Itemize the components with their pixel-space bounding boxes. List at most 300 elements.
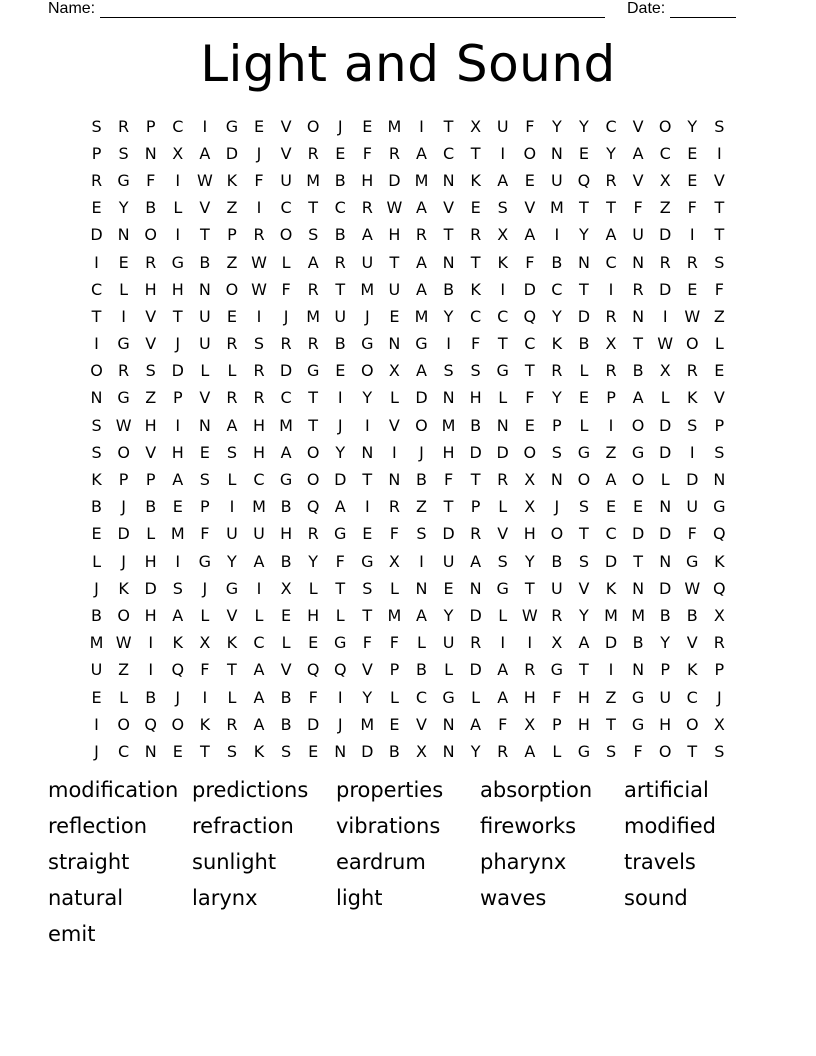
grid-letter: E [578,143,589,163]
grid-letter: Q [523,306,537,326]
grid-letter: V [361,660,373,680]
grid-letter: I [175,415,181,435]
grid-letter: I [202,687,208,707]
grid-letter: A [253,687,265,707]
grid-letter: Z [118,660,130,680]
grid-letter: X [497,225,509,245]
grid-letter: C [90,279,103,299]
grid-letter: J [94,741,99,761]
grid-row [83,276,733,303]
grid-letter: A [226,415,238,435]
grid-letter: X [551,633,563,653]
grid-row [83,684,733,711]
grid-letter: O [577,470,591,490]
grid-letter: F [525,116,535,136]
grid-letter: U [90,660,103,680]
grid-letter: O [685,714,699,734]
grid-letter: X [172,143,184,163]
grid-letter: Y [335,442,346,462]
grid-letter: M [387,116,402,136]
grid-letter: V [443,198,455,218]
grid-letter: V [388,415,400,435]
grid-letter: F [443,470,454,490]
grid-letter: F [146,170,156,190]
grid-letter: K [687,660,698,680]
word-bank-item: artificial [624,778,709,802]
grid-letter: H [280,524,293,544]
grid-letter: Z [713,306,725,326]
grid-letter: U [253,524,265,544]
grid-letter: D [686,470,699,490]
grid-letter: B [145,198,157,218]
grid-letter: T [606,198,616,218]
grid-letter: F [389,524,399,544]
grid-letter: W [115,633,132,653]
grid-letter: M [170,524,185,544]
grid-letter: M [360,714,375,734]
grid-letter: E [633,497,644,517]
grid-letter: A [605,225,617,245]
grid-letter: S [308,225,319,245]
grid-letter: S [470,361,481,381]
grid-letter: I [554,225,560,245]
grid-letter: T [579,198,589,218]
grid-letter: L [146,524,156,544]
grid-letter: P [227,225,237,245]
grid-letter: J [121,551,126,571]
grid-letter: T [389,252,400,272]
grid-letter: U [280,170,292,190]
grid-letter: W [684,306,701,326]
word-bank-item: absorption [480,778,593,802]
grid-letter: E [443,578,454,598]
grid-letter: O [523,143,537,163]
grid-row [83,222,733,249]
word-bank-item: eardrum [336,850,426,874]
grid-letter: M [306,170,321,190]
grid-letter: T [308,415,319,435]
grid-letter: S [91,116,102,136]
grid-letter: O [415,415,428,435]
grid-letter: C [415,687,428,707]
grid-letter: D [90,225,103,245]
grid-letter: H [388,225,401,245]
grid-letter: L [714,334,724,354]
grid-letter: A [172,605,184,625]
grid-letter: N [144,741,157,761]
grid-letter: N [442,388,455,408]
grid-row [83,575,733,602]
grid-letter: U [198,306,211,326]
grid-letter: X [280,578,292,598]
grid-letter: R [415,225,428,245]
grid-letter: R [605,361,617,381]
grid-letter: V [280,660,292,680]
grid-letter: Z [659,198,671,218]
grid-letter: W [251,279,267,299]
grid-letter: U [442,551,455,571]
grid-letter: W [657,334,674,354]
grid-letter: T [470,143,481,163]
grid-letter: C [253,633,265,653]
grid-letter: B [659,605,671,625]
grid-letter: Y [687,116,698,136]
grid-letter: D [496,442,509,462]
grid-letter: R [388,497,400,517]
grid-letter: G [442,687,455,707]
grid-letter: G [117,388,130,408]
grid-letter: D [144,578,157,598]
grid-letter: A [632,143,644,163]
grid-letter: X [388,551,400,571]
grid-letter: W [386,198,403,218]
grid-letter: S [497,198,508,218]
grid-letter: T [227,660,237,680]
grid-letter: R [307,279,319,299]
grid-letter: A [334,497,346,517]
grid-letter: U [551,170,563,190]
grid-letter: B [415,660,427,680]
grid-letter: P [172,388,183,408]
grid-letter: F [633,198,643,218]
grid-letter: K [470,170,481,190]
grid-letter: T [687,741,698,761]
grid-letter: N [388,334,401,354]
grid-letter: Y [227,551,237,571]
grid-letter: N [469,578,482,598]
grid-letter: C [497,306,509,326]
grid-letter: B [470,415,482,435]
grid-row [83,303,733,330]
grid-letter: E [226,306,237,326]
grid-letter: F [254,170,264,190]
grid-letter: O [117,714,130,734]
grid-letter: Z [226,252,238,272]
grid-letter: D [604,551,618,571]
grid-letter: N [550,470,563,490]
grid-letter: M [549,198,564,218]
grid-letter: A [416,361,427,381]
grid-letter: A [416,605,427,625]
grid-letter: I [256,198,262,218]
grid-letter: E [172,497,183,517]
grid-letter: S [172,578,183,598]
grid-letter: L [498,497,508,517]
grid-letter: C [280,388,292,408]
grid-letter: L [660,470,670,490]
grid-letter: O [685,334,699,354]
grid-letter: A [470,551,482,571]
grid-letter: N [632,306,645,326]
grid-letter: Q [144,714,157,734]
grid-letter: N [442,714,455,734]
grid-letter: V [632,116,644,136]
grid-letter: U [551,578,563,598]
grid-letter: R [551,361,563,381]
grid-letter: K [605,578,617,598]
grid-letter: S [714,116,725,136]
grid-letter: S [605,741,617,761]
grid-letter: Y [470,741,481,761]
grid-letter: P [660,660,670,680]
word-bank-item: sunlight [192,850,277,874]
grid-letter: H [307,605,320,625]
grid-letter: Q [713,578,726,598]
grid-letter: B [334,170,346,190]
grid-letter: V [280,143,292,163]
grid-letter: G [713,497,726,517]
grid-letter: A [253,660,265,680]
grid-letter: D [659,415,672,435]
grid-letter: U [442,633,455,653]
grid-letter: H [252,415,266,435]
grid-letter: U [334,306,347,326]
name-field [48,0,605,18]
date-blank-line [670,3,736,18]
grid-letter: L [119,687,129,707]
grid-letter: R [253,361,265,381]
grid-letter: B [280,687,292,707]
grid-letter: A [497,660,509,680]
grid-row [83,466,733,493]
grid-letter: L [389,687,399,707]
grid-row [83,521,733,548]
grid-letter: B [632,633,644,653]
grid-letter: N [442,252,455,272]
grid-letter: S [714,442,725,462]
grid-letter: F [200,660,210,680]
grid-letter: T [524,578,535,598]
grid-letter: T [199,225,210,245]
grid-letter: A [524,741,536,761]
grid-letter: P [91,143,102,163]
grid-letter: M [279,415,293,435]
grid-letter: Y [551,116,562,136]
grid-letter: E [281,605,292,625]
grid-letter: F [633,741,643,761]
grid-letter: B [443,279,455,299]
grid-letter: H [171,279,184,299]
grid-letter: O [631,470,645,490]
grid-letter: G [306,361,320,381]
grid-letter: R [470,633,482,653]
grid-letter: R [280,334,292,354]
grid-letter: B [415,470,427,490]
grid-letter: S [497,551,508,571]
grid-letter: H [252,442,266,462]
word-bank-item: larynx [192,886,258,910]
grid-letter: E [308,741,319,761]
grid-letter: T [633,551,643,571]
grid-letter: X [470,116,482,136]
grid-letter: O [117,605,130,625]
grid-letter: Z [226,198,238,218]
grid-row [83,358,733,385]
grid-letter: T [443,497,454,517]
grid-letter: Y [579,225,589,245]
grid-letter: J [175,687,181,707]
grid-letter: I [256,578,262,598]
grid-letter: I [500,633,506,653]
grid-letter: B [145,497,157,517]
grid-letter: T [497,334,508,354]
grid-letter: R [470,524,482,544]
grid-letter: X [524,470,536,490]
grid-letter: L [498,388,508,408]
grid-letter: J [716,687,722,707]
word-bank-item: emit [48,922,96,946]
grid-letter: O [171,714,185,734]
grid-letter: T [579,279,589,299]
grid-letter: T [362,470,373,490]
grid-letter: A [172,470,184,490]
grid-row [83,439,733,466]
grid-letter: V [686,633,698,653]
grid-letter: L [389,388,399,408]
grid-letter: S [578,497,590,517]
grid-letter: O [523,442,537,462]
grid-letter: P [200,497,210,517]
grid-letter: J [94,578,99,598]
grid-letter: I [500,143,506,163]
grid-letter: S [443,361,454,381]
grid-letter: H [523,524,536,544]
grid-letter: F [200,524,210,544]
grid-letter: O [306,442,320,462]
grid-letter: H [361,170,374,190]
grid-letter: T [335,279,346,299]
grid-letter: C [253,470,265,490]
grid-letter: L [471,687,481,707]
grid-letter: D [442,524,455,544]
word-bank-item: modification [48,778,179,802]
grid-letter: L [579,361,589,381]
grid-letter: E [335,361,346,381]
grid-letter: B [280,714,292,734]
grid-letter: L [254,605,264,625]
grid-letter: E [362,524,373,544]
grid-letter: A [470,714,482,734]
grid-letter: T [335,578,346,598]
grid-letter: A [307,252,319,272]
grid-letter: J [256,143,262,163]
grid-letter: T [443,116,454,136]
grid-letter: R [686,252,698,272]
grid-letter: T [714,198,725,218]
grid-letter: N [713,470,726,490]
grid-letter: N [632,252,645,272]
grid-letter: Z [145,388,157,408]
grid-letter: Y [362,687,373,707]
grid-letter: M [387,605,402,625]
grid-letter: E [578,388,589,408]
grid-letter: V [280,116,292,136]
grid-letter: H [659,714,672,734]
grid-letter: G [577,442,591,462]
grid-letter: M [414,170,429,190]
word-bank-item: waves [480,886,547,910]
grid-letter: X [524,714,536,734]
grid-letter: E [199,442,210,462]
grid-letter: C [524,334,536,354]
grid-letter: Z [415,497,427,517]
grid-letter: A [253,714,265,734]
grid-letter: V [632,170,644,190]
grid-letter: N [659,497,672,517]
grid-letter: K [687,388,698,408]
grid-letter: I [121,306,126,326]
grid-letter: E [172,741,183,761]
date-label: Date: [627,0,666,17]
grid-letter: T [470,470,481,490]
grid-letter: L [200,605,210,625]
grid-letter: L [552,741,562,761]
grid-letter: I [148,660,154,680]
grid-letter: S [714,741,725,761]
grid-letter: L [660,388,670,408]
grid-letter: H [144,551,157,571]
grid-row [83,602,733,629]
grid-letter: A [605,470,617,490]
grid-letter: N [198,415,211,435]
grid-letter: D [659,524,672,544]
grid-letter: N [496,415,509,435]
grid-letter: C [605,116,617,136]
grid-letter: E [253,116,265,136]
grid-letter: Y [660,633,671,653]
grid-letter: Q [306,660,320,680]
grid-letter: T [633,334,643,354]
grid-letter: O [361,361,374,381]
grid-letter: H [469,388,482,408]
grid-letter: X [605,334,617,354]
grid-letter: L [227,687,237,707]
grid-letter: N [117,225,130,245]
grid-letter: R [253,225,265,245]
grid-letter: F [687,524,697,544]
grid-letter: P [714,415,725,435]
grid-letter: C [605,524,617,544]
grid-letter: H [144,279,157,299]
grid-letter: D [361,741,374,761]
grid-letter: E [687,279,698,299]
grid-letter: R [307,524,319,544]
grid-letter: G [415,334,428,354]
grid-letter: O [306,470,320,490]
name-blank-line [100,3,605,18]
grid-letter: R [226,714,238,734]
grid-letter: E [605,497,617,517]
grid-letter: L [227,470,237,490]
grid-letter: G [577,741,591,761]
grid-letter: R [253,388,265,408]
grid-letter: D [388,170,401,190]
grid-letter: K [199,714,211,734]
grid-letter: H [144,605,157,625]
grid-letter: S [226,741,237,761]
grid-letter: S [118,143,129,163]
grid-letter: N [144,143,157,163]
grid-letter: O [225,279,239,299]
grid-letter: I [608,660,614,680]
grid-letter: B [280,497,292,517]
grid-letter: C [470,306,482,326]
grid-letter: B [91,605,103,625]
grid-letter: J [364,306,370,326]
grid-letter: D [117,524,130,544]
grid-letter: G [631,442,645,462]
grid-letter: J [419,442,424,462]
